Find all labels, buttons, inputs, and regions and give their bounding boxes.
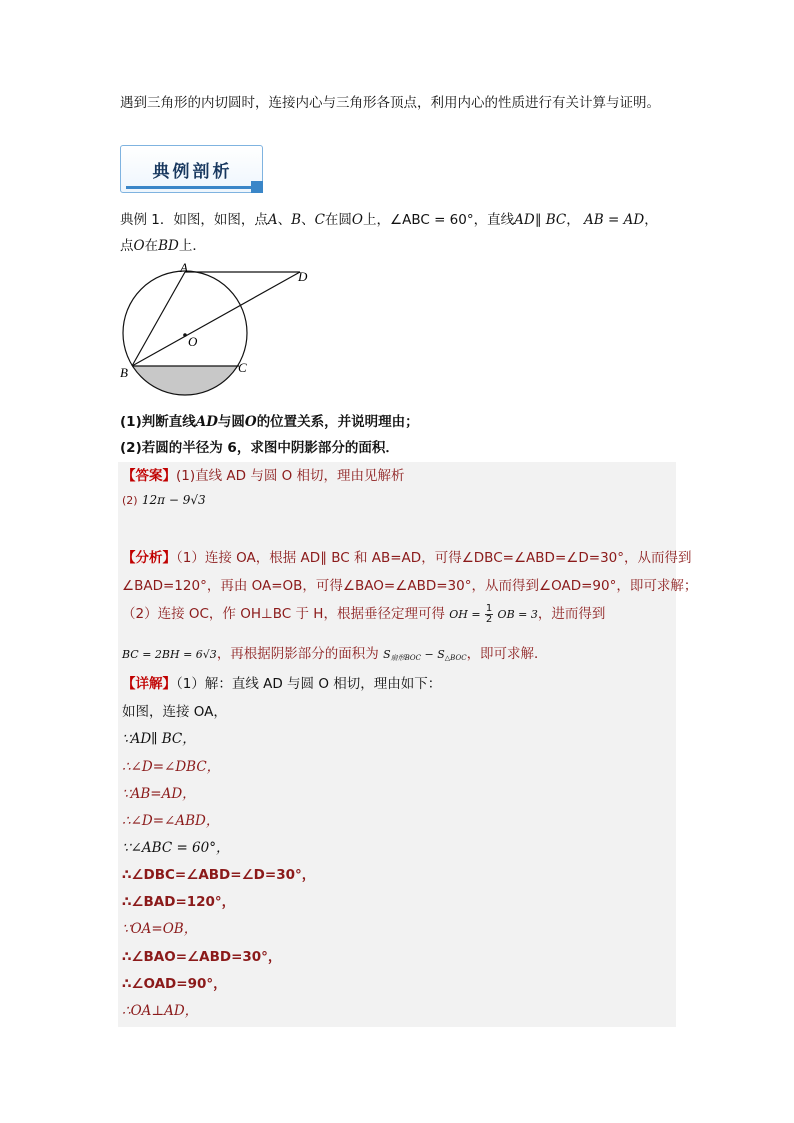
- problem-text: 上，∠ABC = 60°，直线: [362, 212, 515, 228]
- question-2: (2)若圆的半径为 6，求图中阴影部分的面积．: [120, 440, 399, 456]
- answer-2-expression: 12π − 9√3: [141, 493, 206, 507]
- sep: ，: [566, 212, 580, 228]
- point-a: A: [267, 212, 278, 228]
- detail-step: ∴∠BAO=∠ABD=30°，: [122, 949, 282, 965]
- analysis-line-3: [122, 602, 605, 625]
- analysis-text: ，即可求解．: [466, 646, 548, 662]
- sector-subscript: 扇形BOC: [390, 654, 422, 662]
- line-bd: BD: [158, 238, 179, 254]
- detail-step: ∴∠D=∠ABD，: [122, 813, 220, 829]
- problem-text: 在: [144, 238, 159, 254]
- shaded-segment: [110, 366, 325, 408]
- line-ad: AD: [195, 414, 218, 430]
- point-b: B: [291, 212, 302, 228]
- fraction-denominator: 2: [485, 613, 493, 625]
- detail-step: ∴∠OAD=90°，: [122, 976, 227, 992]
- question-1: [120, 410, 419, 430]
- analysis-text: （2）连接 OC，作 OH⊥BC 于 H，根据垂径定理可得: [122, 606, 445, 622]
- sector-symbol: S: [383, 648, 391, 661]
- geometry-figure: [110, 258, 325, 408]
- detail-step: ∵∠ABC = 60°，: [122, 840, 230, 856]
- minus-sign: −: [421, 648, 438, 661]
- fraction-numerator: 1: [485, 602, 493, 614]
- problem-text: 上．: [178, 238, 206, 254]
- detail-step: ∴∠DBC=∠ABD=∠D=30°，: [122, 867, 316, 883]
- sep: 、: [301, 212, 315, 228]
- detail-step: ∵AD∥ BC，: [122, 731, 196, 747]
- segment-bd: [132, 272, 300, 366]
- equation-ab-ad: AB = AD: [584, 212, 645, 228]
- sep: ，: [644, 212, 658, 228]
- line-ad: AD: [514, 212, 535, 228]
- fraction-half: [485, 604, 493, 625]
- problem-text: 典例 1．如图，如图，点: [120, 212, 268, 228]
- intro-paragraph: 遇到三角形的内切圆时，连接内心与三角形各顶点，利用内心的性质进行有关计算与证明。: [120, 95, 660, 111]
- q1-text: 的位置关系，并说明理由；: [256, 414, 419, 430]
- detail-tag: 【详解】: [122, 676, 176, 692]
- detail-step: ∴∠D=∠DBC，: [122, 759, 221, 775]
- formula-oh: OH =: [449, 608, 481, 621]
- point-o: O: [351, 212, 363, 228]
- problem-line-2: [120, 234, 206, 254]
- detail-step: 如图，连接 OA，: [122, 704, 227, 720]
- banner-title: 典例剖析: [152, 162, 233, 182]
- analysis-line-4: [122, 642, 548, 663]
- formula-area: [383, 648, 466, 661]
- answer-line-2: [122, 492, 206, 508]
- detail-step: ∵OA=OB，: [122, 921, 198, 937]
- label-c: C: [238, 360, 247, 375]
- problem-text: 点: [120, 238, 134, 254]
- triangle-symbol: S: [437, 648, 445, 661]
- q1-text: (1)判断直线: [120, 414, 196, 430]
- q1-text: 与圆: [217, 414, 245, 430]
- analysis-text: （1）连接 OA，根据 AD∥ BC 和 AB=AD，可得∠DBC=∠ABD=∠D=30°，从而得到: [176, 550, 692, 566]
- analysis-line-1: [122, 546, 692, 566]
- parallel-sign: ∥: [534, 212, 542, 228]
- label-b: B: [120, 365, 128, 380]
- center-dot: [183, 333, 187, 337]
- answer-line-1: [122, 464, 405, 484]
- banner-frame: [120, 145, 263, 193]
- formula-ob: OB = 3: [497, 608, 538, 621]
- answer-2-prefix: (2): [122, 494, 138, 507]
- formula-bc: BC = 2BH = 6√3: [122, 648, 217, 661]
- answer-tag: 【答案】: [122, 468, 176, 484]
- detail-step: ∴∠BAD=120°，: [122, 894, 236, 910]
- analysis-line-2: ∠BAD=120°，再由 OA=OB，可得∠BAO=∠ABD=30°，从而得到∠OAD=90°，即可求解；: [122, 578, 698, 594]
- banner-inner: [126, 151, 259, 189]
- analysis-text: ，进而得到: [537, 606, 606, 622]
- point-o: O: [133, 238, 145, 254]
- sep: 、: [277, 212, 292, 228]
- label-o: O: [188, 334, 198, 349]
- banner-corner-decoration: [251, 181, 263, 193]
- answer-1: (1)直线 AD 与圆 O 相切，理由见解析: [176, 468, 405, 484]
- triangle-subscript: △BOC: [444, 654, 467, 662]
- section-banner: [120, 145, 265, 195]
- detail-heading: （1）解：直线 AD 与圆 O 相切，理由如下：: [176, 676, 442, 692]
- analysis-text: ，再根据阴影部分的面积为: [216, 646, 379, 662]
- line-bc: BC: [545, 212, 567, 228]
- point-c: C: [314, 212, 325, 228]
- detail-head: [122, 672, 441, 692]
- problem-line-1: [120, 208, 658, 228]
- detail-step: ∴OA⊥AD，: [122, 1003, 199, 1019]
- point-o: O: [244, 414, 257, 430]
- segment-ab: [132, 272, 185, 366]
- detail-step: ∵AB=AD，: [122, 786, 196, 802]
- label-a: A: [180, 260, 188, 275]
- problem-text: 在圆: [324, 212, 352, 228]
- label-d: D: [298, 269, 308, 284]
- analysis-tag: 【分析】: [122, 550, 176, 566]
